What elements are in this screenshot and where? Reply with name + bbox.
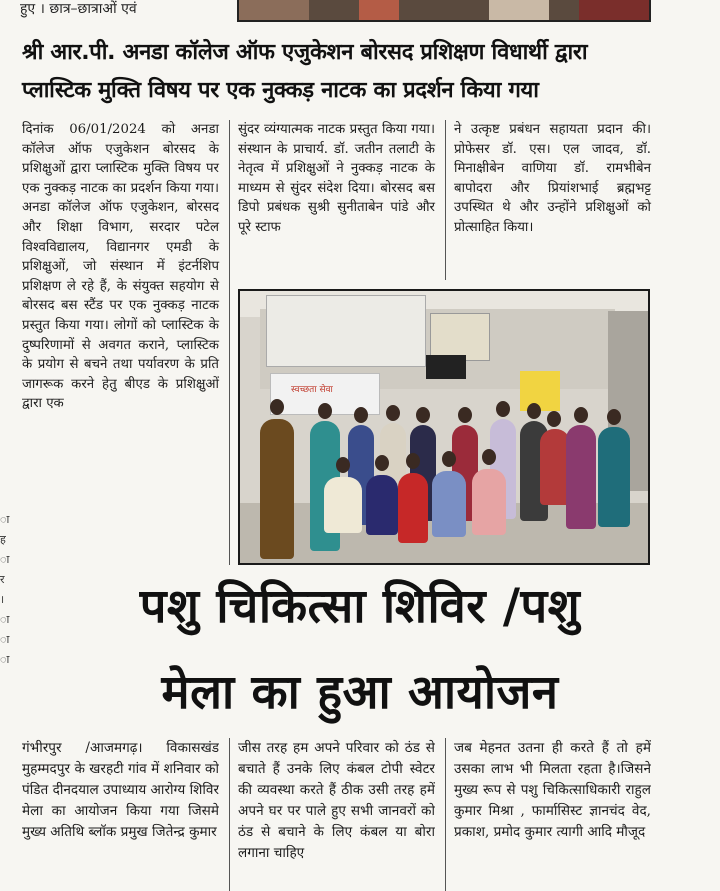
adjacent-page-edge-text: ा ह ा र । ा ा ा	[0, 513, 10, 666]
article1-group-photo	[238, 289, 650, 565]
article1-column-3: ने उत्कृष्ट प्रबंधन सहायता प्रदान की। प्रोफेसर डॉ. एस। एल जादव, डॉ. मिनाक्षीबेन वाणिया डॉ. रामभीबेन बापोदरा और प्रियांशभाई ब्रह्मभट्ट उपस्थित थे और उन्होंने प्रशिक्षुओं को प्रोत्साहित किया।	[454, 122, 651, 235]
article2-column-1: गंभीरपुर /आजमगढ़। विकासखंड मुहम्मदपुर के खरहटी गांव में शनिवार को पंडित दीनदयाल उपाध्याय आरोग्य शिविर मेला का आयोजन किया गया जिसमे मुख्य अतिथि ब्लॉक प्रमुख जितेन्द्र कुमार	[22, 740, 219, 840]
article2-headline-line2: मेला का हुआ आयोजन	[161, 665, 559, 720]
previous-article-snippet: हुए । छात्र–छात्राओं एवं	[20, 1, 137, 17]
photo-banner: स्वच्छता सेवा	[270, 373, 380, 415]
column-divider	[445, 738, 446, 891]
article2-headline	[0, 579, 720, 720]
article1-column-1: दिनांक 06/01/2024 को अनडा कॉलेज ऑफ एजुकेशन बोरसद के प्रशिक्षुओं द्वारा प्लास्टिक मुक्ति विषय पर एक नुक्कड़ नाटक का प्रदर्शन किया गया। अनडा कॉलेज ऑफ एजुकेशन, बोरसद और शिक्षा विभाग, सरदार पटेल विश्वविद्यालय, विद्यानगर एमडी के प्रशिक्षुओं, जो संस्थान में इंटर्नशिप प्रशिक्षण ले रहे हैं, के संयुक्त सहयोग से बोरसद बस स्टैंड पर एक नुक्कड़ नाटक प्रस्तुत किया गया। लोगों को प्लास्टिक के दुष्परिणामों से अवगत कराने, प्लास्टिक के प्रयोग से बचने तथा पर्यावरण के प्रति जागरूक करने हेतु बीएड के प्रशिक्षुओं द्वारा एक	[22, 122, 219, 412]
article1-headline: श्री आर.पी. अनडा कॉलेज ऑफ एजुकेशन बोरसद प्रशिक्षण विधार्थी द्वारा प्लास्टिक मुक्ति विषय पर एक नुक्कड़ नाटक का प्रदर्शन किया गया	[22, 40, 588, 103]
article1-column-2: सुंदर व्यंग्यात्मक नाटक प्रस्तुत किया गया। संस्थान के प्राचार्य. डॉ. जतीन तलाटी के नेतृत्व में प्रशिक्षुओं ने नुक्कड़ नाटक के माध्यम से सुंदर संदेश दिया। बोरसद बस डिपो प्रबंधक सुश्री सुनीताबेन पांडे और पूरे स्टाफ	[238, 122, 435, 235]
column-divider	[445, 120, 446, 280]
column-divider	[229, 120, 230, 565]
column-divider	[229, 738, 230, 891]
article2-headline-line1: पशु चिकित्सा शिविर /पशु	[139, 579, 581, 634]
article2-column-2: जीस तरह हम अपने परिवार को ठंड से बचाते हैं उनके लिए कंबल टोपी स्वेटर की व्यवस्था करते हैं ठीक उसी तरह हमें अपने घर पर पाले हुए सभी जानवरों को ठंड से बचाने के लिए कंबल या बोरा लगाना चाहिए	[238, 740, 435, 861]
article2-column-3: जब मेहनत उतना ही करते हैं तो हमें उसका लाभ भी मिलता रहता है।जिसने मुख्य रूप से पशु चिकित्साधिकारी राहुल कुमार मिश्रा , फार्मासिस्ट ज्ञानचंद वेद, प्रकाश, प्रमोद कुमार त्यागी आदि मौजूद	[454, 740, 651, 840]
previous-article-photo	[237, 0, 651, 22]
